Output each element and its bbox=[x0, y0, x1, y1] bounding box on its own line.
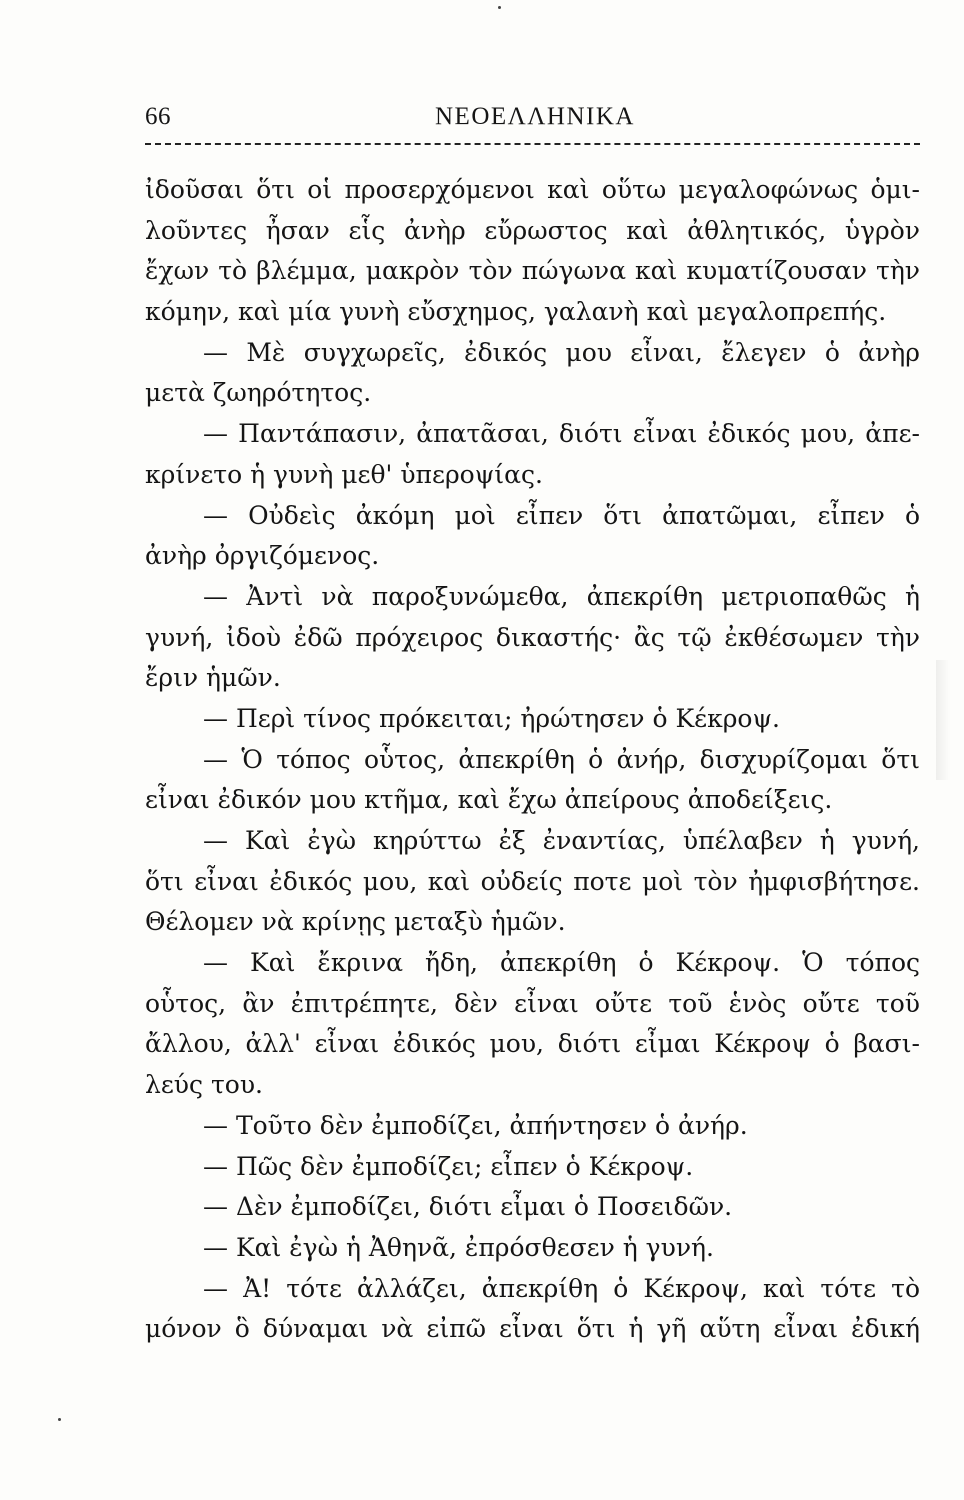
text-line: μόνον ὃ δύναμαι νὰ εἰπῶ εἶναι ὅτι ἡ γῆ αὕτη εἶναι ἐδική bbox=[145, 1314, 920, 1344]
print-speck bbox=[58, 1418, 61, 1421]
text-line: — Καὶ ἔκρινα ἤδη, ἀπεκρίθη ὁ Κέκροψ. Ὁ τόπος bbox=[203, 948, 920, 978]
text-line: μετὰ ζωηρότητος. bbox=[145, 378, 372, 408]
text-line: — Ἀ! τότε ἀλλάζει, ἀπεκρίθη ὁ Κέκροψ, καὶ τότε τὸ bbox=[203, 1273, 920, 1303]
text-line: οὗτος, ἂν ἐπιτρέπητε, δὲν εἶναι οὔτε τοῦ ἑνὸς οὔτε τοῦ bbox=[145, 988, 920, 1018]
text-line: — Μὲ συγχωρεῖς, ἐδικός μου εἶναι, ἔλεγεν ὁ ἀνὴρ bbox=[203, 337, 920, 367]
text-line: ἰδοῦσαι ὅτι οἱ προσερχόμενοι καὶ οὕτω μεγαλοφώνως ὁμι- bbox=[145, 175, 920, 204]
text-line: — Ἀντὶ νὰ παροξυνώμεθα, ἀπεκρίθη μετριοπαθῶς ἡ bbox=[203, 581, 920, 611]
text-line: γυνή, ἰδοὺ ἐδῶ πρόχειρος δικαστής· ἂς τῷ ἐκθέσωμεν τὴν bbox=[145, 622, 920, 652]
text-line: — Καὶ ἐγὼ ἡ Ἀθηνᾶ, ἐπρόσθεσεν ἡ γυνή. bbox=[203, 1232, 714, 1262]
text-line: κόμην, καὶ μία γυνὴ εὔσχημος, γαλανὴ καὶ μεγαλοπρεπής. bbox=[145, 297, 887, 327]
text-line: — Παντάπασιν, ἀπατᾶσαι, διότι εἶναι ἐδικός μου, ἀπε- bbox=[203, 419, 920, 449]
scan-shadow bbox=[936, 660, 950, 780]
text-line: — Πῶς δὲν ἐμποδίζει; εἶπεν ὁ Κέκροψ. bbox=[203, 1151, 694, 1181]
text-line: — Καὶ ἐγὼ κηρύττω ἐξ ἐναντίας, ὑπέλαβεν ἡ γυνή, bbox=[203, 826, 920, 855]
text-line: — Οὐδεὶς ἀκόμη μοὶ εἶπεν ὅτι ἀπατῶμαι, εἶπεν ὁ bbox=[203, 500, 920, 530]
text-line: — Δὲν ἐμποδίζει, διότι εἶμαι ὁ Ποσειδῶν. bbox=[203, 1192, 733, 1222]
text-line: — Τοῦτο δὲν ἐμποδίζει, ἀπήντησεν ὁ ἀνήρ. bbox=[203, 1110, 748, 1140]
text-line: κρίνετο ἡ γυνὴ μεθ' ὑπεροψίας. bbox=[145, 459, 543, 489]
body-text bbox=[145, 170, 920, 1350]
header-rule bbox=[145, 143, 920, 145]
text-line: — Περὶ τίνος πρόκειται; ἠρώτησεν ὁ Κέκροψ. bbox=[203, 703, 781, 733]
text-line: Θέλομεν νὰ κρίνῃς μεταξὺ ἡμῶν. bbox=[145, 907, 566, 937]
text-line: εἶναι ἐδικόν μου κτῆμα, καὶ ἔχω ἀπείρους ἀποδείξεις. bbox=[145, 785, 833, 815]
print-speck bbox=[498, 6, 501, 9]
running-title: ΝΕΟΕΛΛΗΝΙΚΑ bbox=[435, 103, 635, 130]
text-line: ὅτι εἶναι ἐδικός μου, καὶ οὐδείς ποτε μοὶ τὸν ἠμφισβήτησε. bbox=[145, 866, 920, 896]
text-line: ἀνὴρ ὀργιζόμενος. bbox=[145, 541, 380, 571]
page-number: 66 bbox=[145, 103, 171, 130]
text-line: λοῦντες ἦσαν εἷς ἀνὴρ εὔρωστος καὶ ἀθλητικός, ὑγρὸν bbox=[145, 215, 920, 245]
text-line: ἔχων τὸ βλέμμα, μακρὸν τὸν πώγωνα καὶ κυματίζουσαν τὴν bbox=[145, 256, 920, 286]
text-line: — Ὁ τόπος οὗτος, ἀπεκρίθη ὁ ἀνήρ, δισχυρίζομαι ὅτι bbox=[203, 744, 920, 774]
text-line: ἄλλου, ἀλλ' εἶναι ἐδικός μου, διότι εἶμαι Κέκροψ ὁ βασι- bbox=[145, 1029, 920, 1059]
text-line: λεύς του. bbox=[145, 1070, 263, 1100]
text-line: ἔριν ἡμῶν. bbox=[145, 663, 281, 693]
page-header bbox=[145, 103, 920, 137]
